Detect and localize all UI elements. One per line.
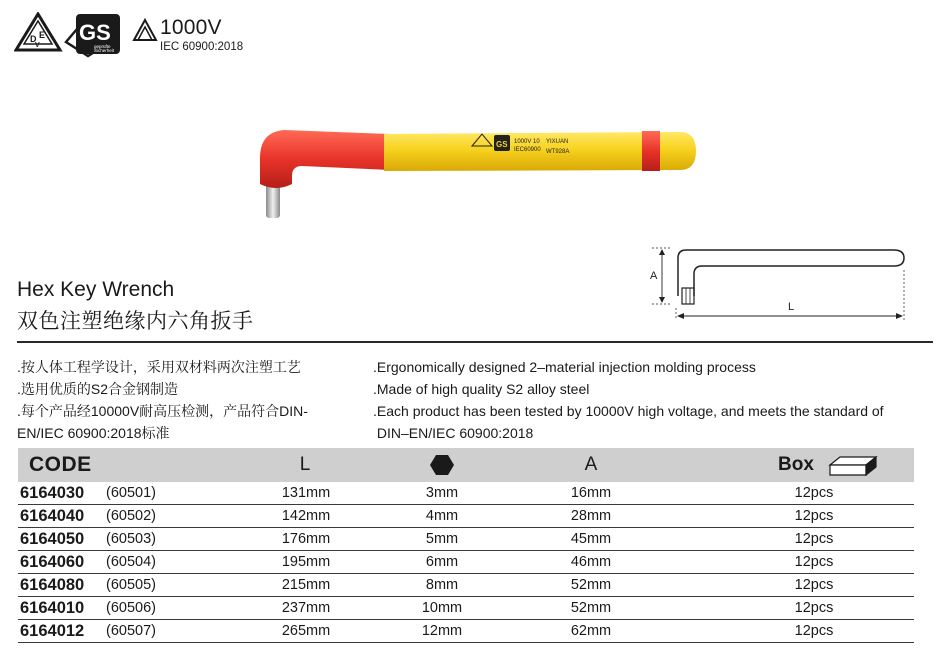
product-photo: [250, 118, 710, 233]
cell-length: 195mm: [281, 554, 331, 570]
cell-ref: (60502): [106, 508, 156, 524]
cell-a: 52mm: [570, 600, 612, 616]
cell-hex: 4mm: [425, 508, 459, 524]
cell-code: 6164012: [20, 622, 85, 640]
svg-text:D: D: [30, 34, 37, 44]
svg-text:V: V: [35, 42, 40, 49]
cell-code: 6164030: [20, 484, 85, 502]
handle-voltage-text: 1000V 10: [514, 139, 540, 145]
cell-hex: 10mm: [421, 600, 463, 616]
cell-box: 12pcs: [794, 531, 834, 547]
product-title-cn: 双色注塑绝缘内六角扳手: [17, 310, 254, 333]
svg-text:E: E: [39, 30, 46, 40]
features-en: [373, 356, 938, 444]
cell-ref: (60506): [106, 600, 156, 616]
table-header: [18, 448, 914, 482]
cell-code: 6164050: [20, 530, 85, 548]
cell-hex: 6mm: [425, 554, 459, 570]
cell-box: 12pcs: [794, 577, 834, 593]
standard-label: IEC 60900:2018: [160, 41, 244, 53]
cell-ref: (60507): [106, 623, 156, 639]
cell-length: 176mm: [281, 531, 331, 547]
feature-cn-line: .按人体工程学设计，采用双材料两次注塑工艺: [17, 359, 301, 375]
cell-a: 45mm: [570, 531, 612, 547]
cell-a: 62mm: [570, 623, 612, 639]
cell-length: 237mm: [281, 600, 331, 616]
red-bend-section: [260, 130, 390, 188]
insulation-triangle-icon: [134, 20, 156, 40]
cell-a: 28mm: [570, 508, 612, 524]
voltage-rating: 1000V: [160, 16, 222, 39]
product-title-en: Hex Key Wrench: [17, 278, 175, 301]
handle-brand-text: YIXUAN: [546, 139, 569, 145]
cell-length: 131mm: [281, 485, 331, 501]
cell-length: 142mm: [281, 508, 331, 524]
cell-hex: 5mm: [425, 531, 459, 547]
table-body: [18, 482, 914, 643]
box-icon: [828, 455, 878, 477]
cell-length: 265mm: [281, 623, 331, 639]
svg-text:geprüfte: geprüfte: [94, 44, 111, 49]
svg-text:Sicherheit: Sicherheit: [94, 48, 115, 53]
header-code: CODE: [29, 453, 92, 476]
svg-text:GS: GS: [79, 20, 111, 45]
features-cn: [17, 356, 362, 444]
red-ring: [642, 131, 660, 171]
gs-mark-icon: [66, 14, 120, 56]
svg-text:GS: GS: [496, 140, 508, 149]
cell-ref: (60503): [106, 531, 156, 547]
cell-a: 52mm: [570, 577, 612, 593]
table-row: [18, 620, 914, 643]
vde-mark-icon: [16, 14, 60, 50]
cell-box: 12pcs: [794, 623, 834, 639]
cell-hex: 8mm: [425, 577, 459, 593]
dim-label-l: L: [788, 301, 795, 313]
table-row: [18, 482, 914, 505]
cell-a: 16mm: [570, 485, 612, 501]
handle-standard-text: IEC60900: [514, 147, 541, 153]
cell-hex: 12mm: [421, 623, 463, 639]
cell-code: 6164060: [20, 553, 85, 571]
cell-box: 12pcs: [794, 508, 834, 524]
dimension-diagram: [642, 238, 922, 328]
cell-code: 6164040: [20, 507, 85, 525]
feature-cn-line: EN/IEC 60900:2018标准: [17, 425, 170, 441]
cell-box: 12pcs: [794, 600, 834, 616]
cell-box: 12pcs: [794, 485, 834, 501]
table-row: [18, 597, 914, 620]
cell-code: 6164010: [20, 599, 85, 617]
feature-en-line: DIN–EN/IEC 60900:2018: [373, 425, 534, 441]
cell-ref: (60505): [106, 577, 156, 593]
feature-cn-line: .选用优质的S2合金钢制造: [17, 381, 179, 397]
header-length: L: [299, 454, 311, 475]
cell-box: 12pcs: [794, 554, 834, 570]
cell-code: 6164080: [20, 576, 85, 594]
cell-ref: (60504): [106, 554, 156, 570]
cell-a: 46mm: [570, 554, 612, 570]
table-row: [18, 574, 914, 597]
handle-model-text: WT928A: [546, 149, 570, 155]
feature-cn-line: .每个产品经10000V耐高压检测，产品符合DIN-: [17, 403, 308, 419]
section-divider: [17, 341, 933, 343]
cell-ref: (60501): [106, 485, 156, 501]
table-row: [18, 528, 914, 551]
feature-en-line: .Made of high quality S2 alloy steel: [373, 381, 590, 397]
dim-label-a: A: [650, 270, 658, 282]
cell-hex: 3mm: [425, 485, 459, 501]
header-box: Box: [778, 454, 814, 475]
cell-length: 215mm: [281, 577, 331, 593]
hexagon-icon: [430, 455, 454, 475]
spec-table: [18, 448, 914, 643]
header-a: A: [584, 454, 598, 475]
feature-en-line: .Each product has been tested by 10000V high voltage, and meets the standard of: [373, 403, 884, 419]
feature-en-line: .Ergonomically designed 2–material injection molding process: [373, 359, 756, 375]
table-row: [18, 551, 914, 574]
certification-marks: [14, 12, 274, 62]
table-row: [18, 505, 914, 528]
